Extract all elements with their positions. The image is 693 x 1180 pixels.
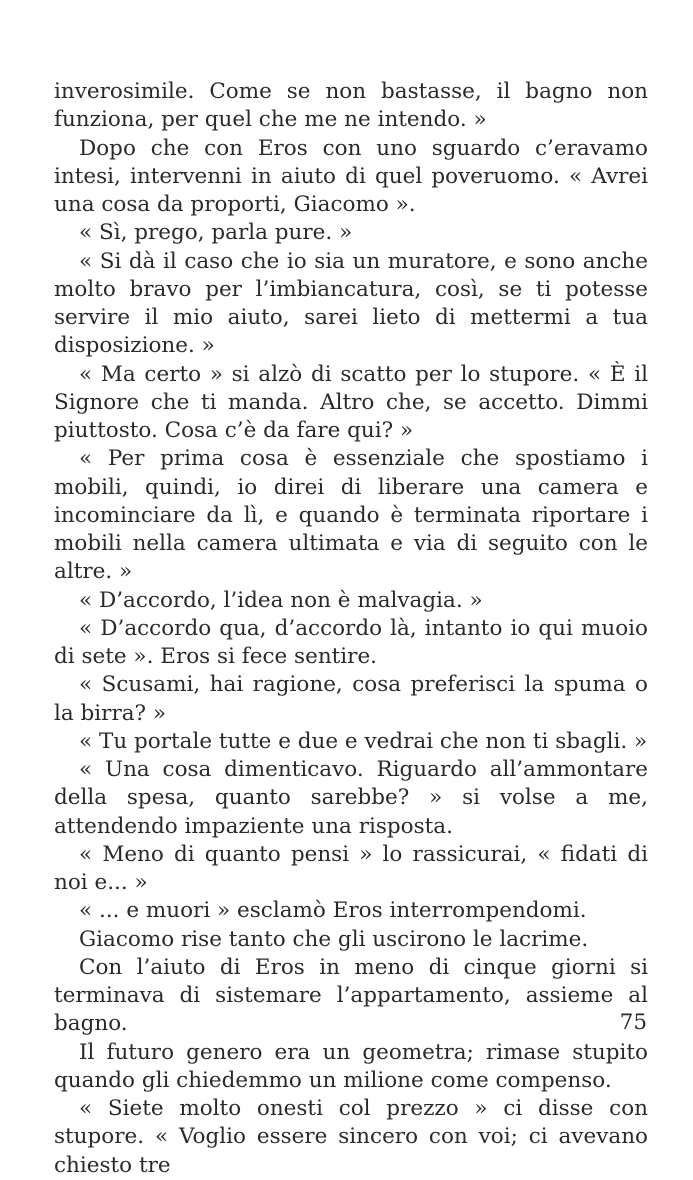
paragraph: Dopo che con Eros con uno sguardo c’eravamo intesi, intervenni in aiuto di quel poveruomo. « Avrei una cosa da proporti, Giacomo ». — [54, 135, 648, 217]
paragraph: « Si dà il caso che io sia un muratore, e sono anche molto bravo per l’imbiancatura, così, se ti potesse servire il mio aiuto, sarei lieto di mettermi a tua disposizione. » — [54, 248, 648, 359]
paragraph: Giacomo rise tanto che gli uscirono le lacrime. — [79, 926, 589, 952]
paragraph: « ... e muori » esclamò Eros interrompendomi. — [79, 898, 587, 924]
paragraph: « Meno di quanto pensi » lo rassicurai, « fidati di noi e... » — [54, 841, 648, 895]
body-text — [54, 78, 648, 1180]
paragraph: Il futuro genero era un geometra; rimase stupito quando gli chiedemmo un milione come compenso. — [54, 1039, 648, 1093]
paragraph: « Sì, prego, parla pure. » — [79, 220, 353, 246]
paragraph: « Per prima cosa è essenziale che spostiamo i mobili, quindi, io direi di liberare una camera e incominciare da lì, e quando è terminata riportare i mobili nella camera ultimata e via di seguito con le altre. » — [54, 446, 648, 585]
paragraph: « Scusami, hai ragione, cosa preferisci la spuma o la birra? » — [54, 672, 648, 726]
paragraph: Con l’aiuto di Eros in meno di cinque giorni si terminava di sistemare l’appartamento, assieme al bagno. — [54, 954, 648, 1037]
paragraph: « D’accordo qua, d’accordo là, intanto io qui muoio di sete ». Eros si fece sentire. — [54, 615, 648, 669]
paragraph: inverosimile. Come se non bastasse, il bagno non funziona, per quel che me ne intendo. » — [54, 79, 648, 133]
paragraph: « Ma certo » si alzò di scatto per lo stupore. « È il Signore che ti manda. Altro che, se accetto. Dimmi piuttosto. Cosa c’è da fare qui? » — [54, 361, 648, 443]
paragraph: « Una cosa dimenticavo. Riguardo all’ammontare della spesa, quanto sarebbe? » si volse a me, attendendo impaziente una risposta. — [54, 757, 648, 839]
page-number: 75 — [619, 1010, 647, 1035]
paragraph: « Tu portale tutte e due e vedrai che non ti sbagli. » — [79, 728, 648, 754]
paragraph: « Siete molto onesti col prezzo » ci disse con stupore. « Voglio essere sincero con voi; ci avevano chiesto tre — [54, 1096, 648, 1178]
paragraph: « D’accordo, l’idea non è malvagia. » — [79, 587, 483, 613]
